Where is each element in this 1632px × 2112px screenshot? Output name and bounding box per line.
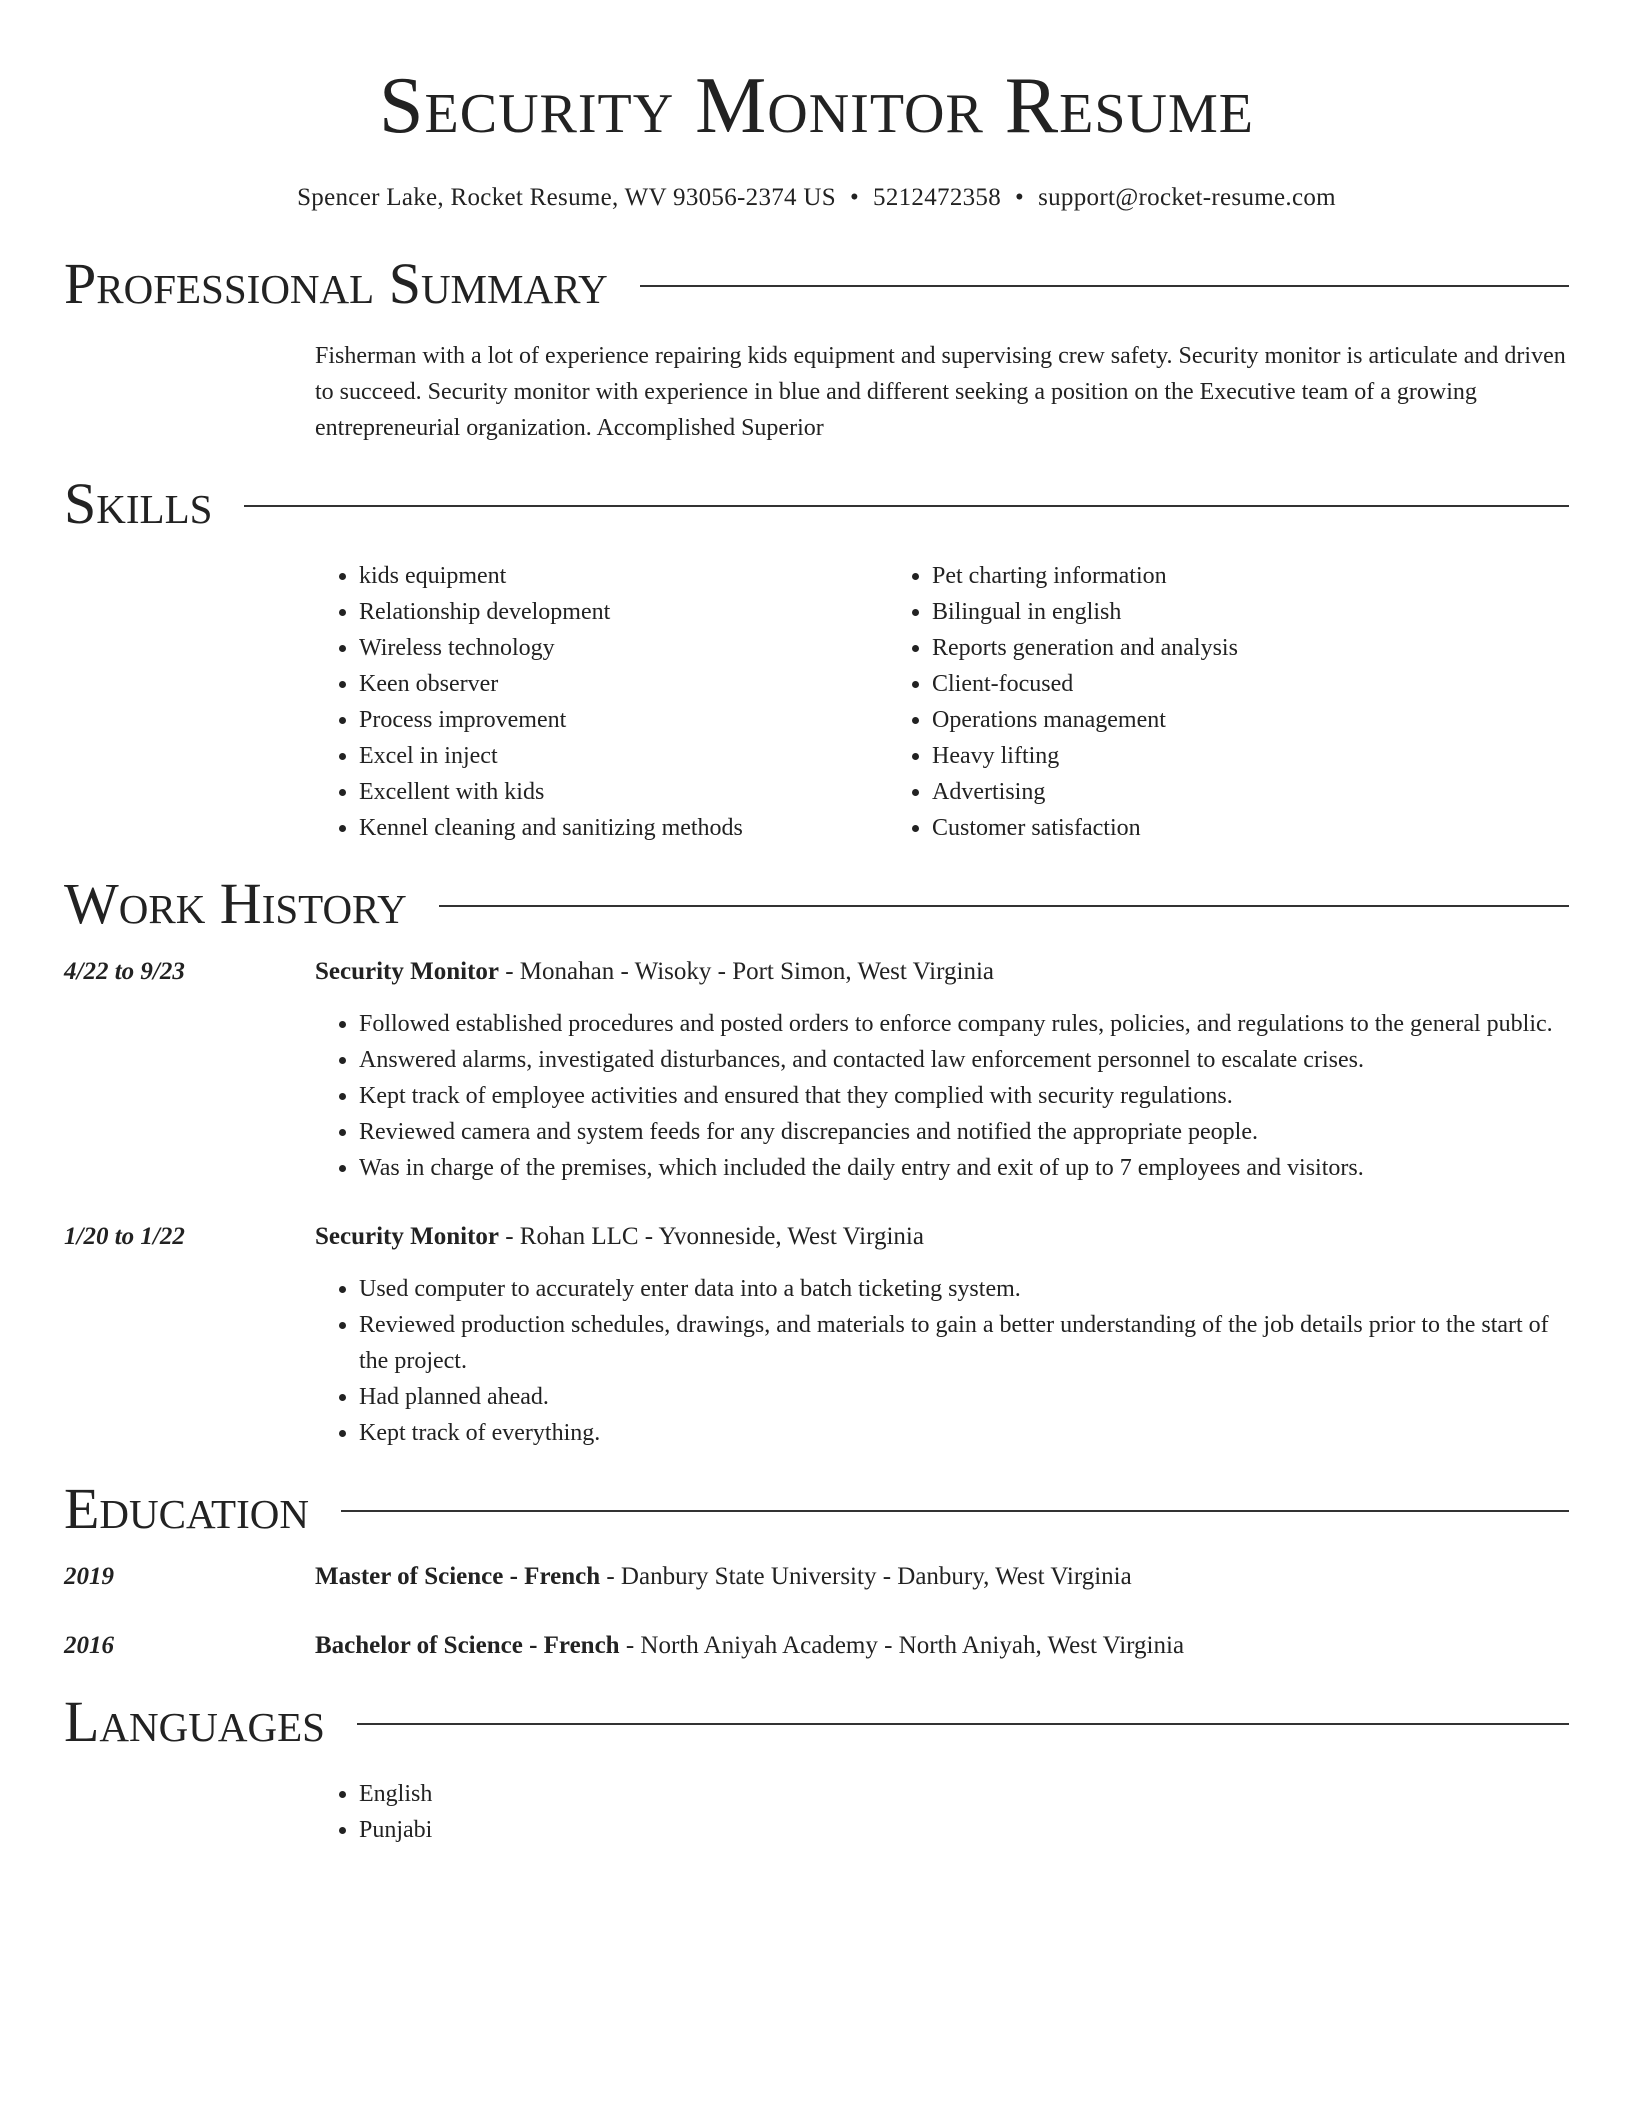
skill-item: • Excel in inject bbox=[359, 738, 888, 774]
job-headline bbox=[315, 954, 1569, 990]
skill-item: • Kennel cleaning and sanitizing methods bbox=[359, 810, 888, 846]
job-duty: • Had planned ahead. bbox=[359, 1379, 1569, 1415]
job-duty: • Reviewed production schedules, drawings, and materials to gain a better understanding of the job details prior to the start of the project. bbox=[359, 1307, 1569, 1379]
contact-line bbox=[64, 182, 1569, 214]
education-degree: Master of Science - French bbox=[315, 1563, 601, 1590]
skills-heading: Skills bbox=[64, 471, 213, 536]
job-title: Security Monitor bbox=[315, 958, 499, 985]
job-employer: - Monahan - Wisoky - Port Simon, West Virginia bbox=[498, 958, 994, 985]
job-title: Security Monitor bbox=[315, 1223, 499, 1250]
section-divider bbox=[244, 505, 1569, 507]
skills-column-left bbox=[315, 558, 888, 846]
skill-item: • Advertising bbox=[932, 774, 1569, 810]
skills-list bbox=[315, 558, 1569, 846]
skills-section-header bbox=[64, 472, 1569, 536]
job-entry bbox=[64, 954, 1569, 1186]
education-entry bbox=[64, 1559, 1569, 1595]
section-divider bbox=[341, 1510, 1569, 1512]
contact-email: support@rocket-resume.com bbox=[1038, 184, 1336, 211]
section-divider bbox=[357, 1723, 1569, 1725]
education-school: - Danbury State University - Danbury, West Virginia bbox=[600, 1563, 1132, 1590]
summary-text: Fisherman with a lot of experience repairing kids equipment and supervising crew safety. Security monitor is articulate and driven to succeed. Security monitor with experience in blue and different seeking a position on the Executive team of a growing entrepreneurial organization. Accomplished Superior bbox=[315, 343, 1566, 441]
languages-section-header bbox=[64, 1690, 1569, 1754]
skill-item: • Bilingual in english bbox=[932, 594, 1569, 630]
contact-address: Spencer Lake, Rocket Resume, WV 93056-2374 US bbox=[297, 184, 836, 211]
education-body bbox=[315, 1628, 1569, 1664]
skill-item: • Heavy lifting bbox=[932, 738, 1569, 774]
skill-item: • Client-focused bbox=[932, 666, 1569, 702]
job-duties bbox=[315, 1271, 1569, 1451]
job-duties bbox=[315, 1006, 1569, 1186]
job-duty: • Used computer to accurately enter data into a batch ticketing system. bbox=[359, 1271, 1569, 1307]
education-section-header bbox=[64, 1477, 1569, 1541]
contact-separator: • bbox=[849, 184, 860, 211]
skill-item: • Keen observer bbox=[359, 666, 888, 702]
skill-item: • kids equipment bbox=[359, 558, 888, 594]
job-body bbox=[315, 954, 1569, 1186]
skill-item: • Operations management bbox=[932, 702, 1569, 738]
language-item: • Punjabi bbox=[359, 1812, 1569, 1848]
job-duty: • Answered alarms, investigated disturbances, and contacted law enforcement personnel to escalate crises. bbox=[359, 1042, 1569, 1078]
language-item: • English bbox=[359, 1776, 1569, 1812]
section-divider bbox=[640, 285, 1569, 287]
skill-item: • Wireless technology bbox=[359, 630, 888, 666]
skill-item: • Customer satisfaction bbox=[932, 810, 1569, 846]
education-heading: Education bbox=[64, 1476, 309, 1541]
job-dates: 4/22 to 9/23 bbox=[64, 958, 185, 985]
education-school: - North Aniyah Academy - North Aniyah, West Virginia bbox=[619, 1632, 1185, 1659]
job-duty: • Was in charge of the premises, which included the daily entry and exit of up to 7 employees and visitors. bbox=[359, 1150, 1569, 1186]
summary-heading: Professional Summary bbox=[64, 251, 608, 316]
job-dates: 1/20 to 1/22 bbox=[64, 1223, 185, 1250]
job-body bbox=[315, 1219, 1569, 1451]
education-entry bbox=[64, 1628, 1569, 1664]
education-degree: Bachelor of Science - French bbox=[315, 1632, 620, 1659]
resume-title: Security Monitor Resume bbox=[379, 62, 1254, 150]
contact-phone: 5212472358 bbox=[873, 184, 1002, 211]
job-employer: - Rohan LLC - Yvonneside, West Virginia bbox=[498, 1223, 924, 1250]
job-duty: • Reviewed camera and system feeds for any discrepancies and notified the appropriate people. bbox=[359, 1114, 1569, 1150]
education-body bbox=[315, 1559, 1569, 1595]
skill-item: • Excellent with kids bbox=[359, 774, 888, 810]
job-entry bbox=[64, 1219, 1569, 1451]
skill-item: • Relationship development bbox=[359, 594, 888, 630]
work-heading: Work History bbox=[64, 871, 407, 936]
languages-list bbox=[315, 1776, 1569, 1848]
skills-column-right bbox=[888, 558, 1569, 846]
summary-section-header bbox=[64, 252, 1569, 316]
skill-item: • Pet charting information bbox=[932, 558, 1569, 594]
languages-heading: Languages bbox=[64, 1689, 325, 1754]
contact-separator: • bbox=[1015, 184, 1025, 211]
education-headline bbox=[315, 1628, 1569, 1664]
work-section-header bbox=[64, 872, 1569, 936]
job-duty: • Kept track of employee activities and ensured that they complied with security regulations. bbox=[359, 1078, 1569, 1114]
section-divider bbox=[439, 905, 1569, 907]
job-duty: • Followed established procedures and posted orders to enforce company rules, policies, and regulations to the general public. bbox=[359, 1006, 1569, 1042]
skill-item: • Process improvement bbox=[359, 702, 888, 738]
skill-item: • Reports generation and analysis bbox=[932, 630, 1569, 666]
education-year: 2016 bbox=[64, 1632, 114, 1659]
job-headline bbox=[315, 1219, 1569, 1255]
job-duty: • Kept track of everything. bbox=[359, 1415, 1569, 1451]
education-year: 2019 bbox=[64, 1563, 114, 1590]
education-headline bbox=[315, 1559, 1569, 1595]
